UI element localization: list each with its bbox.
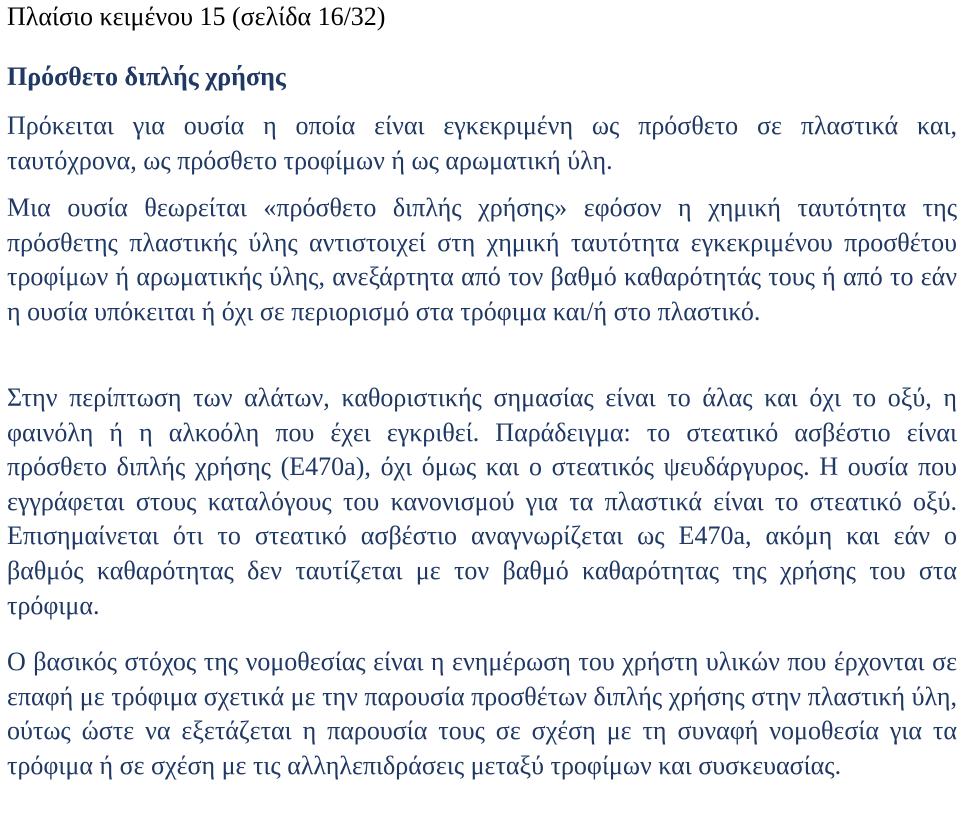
box-title: Πλαίσιο κειμένου 15 (σελίδα 16/32) (7, 2, 386, 31)
paragraph-definition: Πρόκειται για ουσία η οποία είναι εγκεκριμένη ως πρόσθετο σε πλαστικά και, ταυτόχρονα, ως πρόσθετο τροφίμων ή ως αρωματική ύλη. (7, 111, 957, 175)
section-heading: Πρόσθετο διπλής χρήσης (7, 62, 286, 91)
paragraph-criteria: Μια ουσία θεωρείται «πρόσθετο διπλής χρήσης» εφόσον η χημική ταυτότητα της πρόσθετης πλαστικής ύλης αντιστοιχεί στη χημική ταυτότητα εγκεκριμένου προσθέτου τροφίμων ή αρωματικής ύλης, ανεξάρτητα από τον βαθμό καθαρότητάς τους ή από το εάν η ουσία υπόκειται ή όχι σε περιορισμό στα τρόφιμα και/ή στο πλαστικό. (7, 193, 957, 326)
paragraph-salts-example: Στην περίπτωση των αλάτων, καθοριστικής σημασίας είναι το άλας και όχι το οξύ, η φαινόλη ή η αλκοόλη που έχει εγκριθεί. Παράδειγμα: το στεατικό ασβέστιο είναι πρόσθετο διπλής χρήσης (Ε470a), όχι όμως και ο στεατικός ψευδάργυρος. Η ουσία που εγγράφεται στους καταλόγους του κανονισμού για τα πλαστικά είναι το στεατικό οξύ. Επισημαίνεται ότι το στεατικό ασβέστιο αναγνωρίζεται ως Ε470a, ακόμη και εάν ο βαθμός καθαρότητας δεν ταυτίζεται με τον βαθμό καθαρότητας της χρήσης του στα τρόφιμα. (7, 383, 957, 620)
paragraph-objective: Ο βασικός στόχος της νομοθεσίας είναι η ενημέρωση του χρήστη υλικών που έρχονται σε επαφή με τρόφιμα σχετικά με την παρουσία προσθέτων διπλής χρήσης στην πλαστική ύλη, ούτως ώστε να εξετάζεται η παρουσία τους σε σχέση με τη συναφή νομοθεσία για τα τρόφιμα ή σε σχέση με τις αλληλεπιδράσεις μεταξύ τροφίμων και συσκευασίας. (7, 647, 957, 780)
